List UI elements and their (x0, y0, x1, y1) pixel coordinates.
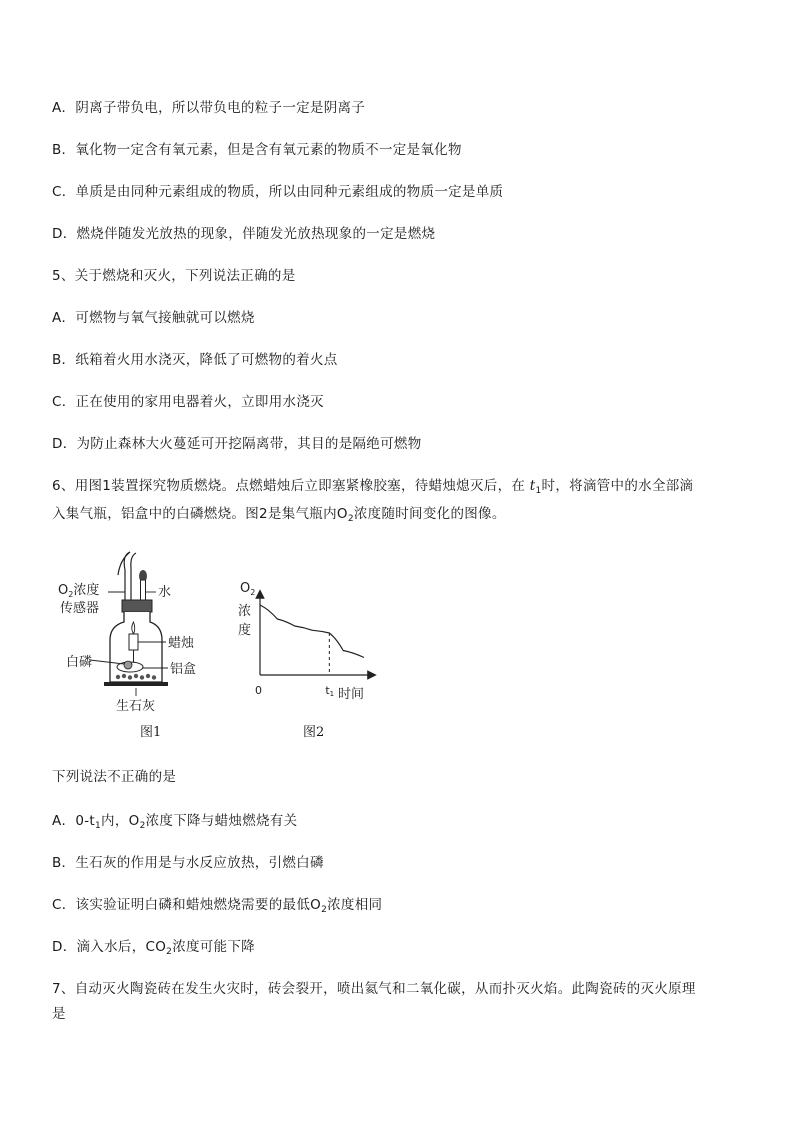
o2-concentration-line (260, 605, 364, 658)
label-quicklime: 生石灰 (116, 699, 156, 714)
white-phosphorus (124, 661, 132, 669)
t1-tick-label: t1 (325, 684, 335, 698)
q5-stem: 5、关于燃烧和灭火，下列说法正确的是 (52, 268, 296, 284)
q6-option-c: C．该实验证明白磷和蜡烛燃烧需要的最低$O_2$浓度相同 (52, 897, 383, 915)
label-al-box: 铝盒 (170, 662, 197, 677)
candle (129, 634, 138, 650)
q5-option-c: C．正在使用的家用电器着火，立即用水浇灭 (52, 394, 324, 410)
q5-option-d: D．为防止森林大火蔓延可开挖隔离带，其目的是隔绝可燃物 (52, 436, 422, 452)
q7-stem-line2: 是 (52, 1006, 66, 1022)
q4-option-a: A．阴离子带负电，所以带负电的粒子一定是阴离子 (52, 100, 366, 116)
q4-option-c: C．单质是由同种元素组成的物质，所以由同种元素组成的物质一定是单质 (52, 184, 504, 200)
y-label-nong: 浓 (238, 604, 252, 619)
base-plate (104, 682, 168, 686)
candle-flame (132, 622, 135, 634)
label-phosphorus: 白磷 (66, 655, 93, 670)
label-sensor: $O_2$浓度 (58, 583, 100, 599)
figure-1-caption: 图1 (140, 725, 162, 740)
label-sensor-2: 传感器 (60, 601, 100, 616)
q7-stem-line1: 7、自动灭火陶瓷砖在发生火灾时，砖会裂开，喷出氦气和二氧化碳，从而扑灭火焰。此陶瓷砖的灭火原理 (52, 981, 696, 997)
figure-2-chart (232, 570, 382, 710)
q6-option-d: D．滴入水后，$CO_2$浓度可能下降 (52, 939, 255, 957)
q4-option-b: B．氧化物一定含有氧元素，但是含有氧元素的物质不一定是氧化物 (52, 142, 462, 158)
y-label-du: 度 (238, 623, 252, 638)
q6-option-b: B．生石灰的作用是与水反应放热，引燃白磷 (52, 855, 324, 871)
q5-option-a: A．可燃物与氧气接触就可以燃烧 (52, 310, 255, 326)
origin-label: 0 (255, 684, 262, 697)
rubber-stopper (122, 600, 152, 612)
q4-option-d: D．燃烧伴随发光放热的现象，伴随发光放热现象的一定是燃烧 (52, 226, 436, 242)
q5-option-b: B．纸箱着火用水浇灭，降低了可燃物的着火点 (52, 352, 338, 368)
figure-2-caption: 图2 (303, 725, 325, 740)
q6-option-a: A．$0-t_1$内，$O_2$浓度下降与蜡烛燃烧有关 (52, 813, 298, 831)
q6-stem-line1: 6、用图1装置探究物质燃烧。点燃蜡烛后立即塞紧橡胶塞，待蜡烛熄灭后，在 $t_1$时，将滴管中的水全部滴 (52, 478, 694, 496)
figure-1-apparatus (50, 550, 200, 720)
y-label-o2: $O_2$ (240, 581, 256, 597)
label-water: 水 (158, 585, 172, 600)
sensor-wire-2 (131, 553, 136, 600)
sensor-wire (118, 552, 130, 600)
q6-stem-line2: 入集气瓶，铝盒中的白磷燃烧。图2是集气瓶内$O_2$浓度随时间变化的图像。 (52, 506, 506, 524)
q6-ask: 下列说法不正确的是 (52, 769, 177, 785)
label-candle: 蜡烛 (168, 636, 195, 651)
x-label-time: 时间 (338, 687, 365, 702)
